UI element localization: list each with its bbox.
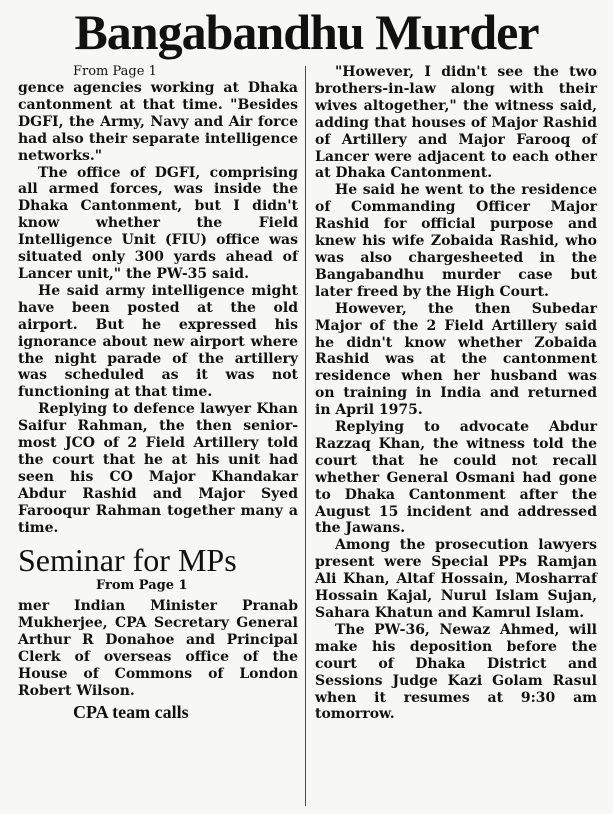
seminar-paragraph: mer Indian Minister Pranab Mukherjee, CPA Secretary General Arthur R Donahoe and Principal Clerk of overseas office of the House of Commons of London Robert Wilson. [18, 598, 298, 699]
seminar-from-page-label: From Page 1 [96, 578, 188, 594]
from-page-label: From Page 1 [73, 64, 157, 79]
column-divider [305, 66, 306, 806]
paragraph: He said army intelligence might have been posted at the old airport. But he expressed his ignorance about new airport where the night parade of the artillery was scheduled as it was not functioning at that time. [18, 282, 298, 401]
paragraph: gence agencies working at Dhaka cantonment at that time. "Besides DGFI, the Army, Navy and Air force had also their separate intelligence networks." [18, 80, 298, 164]
headline: Bangabandhu Murder [74, 4, 539, 60]
paragraph: The office of DGFI, comprising all armed forces, was inside the Dhaka Cantonment, but I didn't know whether the Field Intelligence Unit (FIU) office was situated only 300 yards ahead of Lancer unit," the PW-35 said. [18, 164, 298, 282]
left-column [18, 64, 298, 722]
paragraph: "However, I didn't see the two brothers-in-law along with their wives altogether," the witness said, adding that houses of Major Rashid of Artillery and Major Farooq of Lancer were adjacent to each other at Dhaka Cantonment. [315, 64, 597, 182]
paragraph: The PW-36, Newaz Ahmed, will make his deposition before the court of Dhaka District and Sessions Judge Kazi Golam Rasul when it resumes at 9:30 am tomorrow. [315, 621, 597, 723]
paragraph: Replying to defence lawyer Khan Saifur Rahman, the then senior-most JCO of 2 Field Artillery told the court that he at his unit had seen his CO Major Khandakar Abdur Rashid and Major Syed Farooqur Rahman together many a time. [18, 401, 298, 536]
paragraph: Replying to advocate Abdur Razzaq Khan, the witness told the court that he could not recall whether General Osmani had gone to Dhaka Cantonment after the August 15 incident and addressed the Jawans. [315, 419, 597, 537]
seminar-headline: Seminar for MPs [18, 542, 237, 579]
paragraph: He said he went to the residence of Commanding Officer Major Rashid for official purpose and knew his wife Zobaida Rashid, who was also chargesheeted in the Bangabandhu murder case but later freed by the High Court. [315, 182, 597, 300]
paragraph: However, the then Subedar Major of the 2 Field Artillery said he didn't know whether Zobaida Rashid was at the cantonment residence when her husband was on training in India and returned in April 1975. [315, 300, 597, 419]
paragraph: Among the prosecution lawyers present were Special PPs Ramjan Ali Khan, Altaf Hossain, Mosharraf Hossain Kajal, Nurul Islam Sujan, Sahara Khatun and Kamrul Islam. [315, 537, 597, 621]
right-column [315, 64, 597, 723]
next-article-heading: CPA team calls [73, 701, 189, 722]
